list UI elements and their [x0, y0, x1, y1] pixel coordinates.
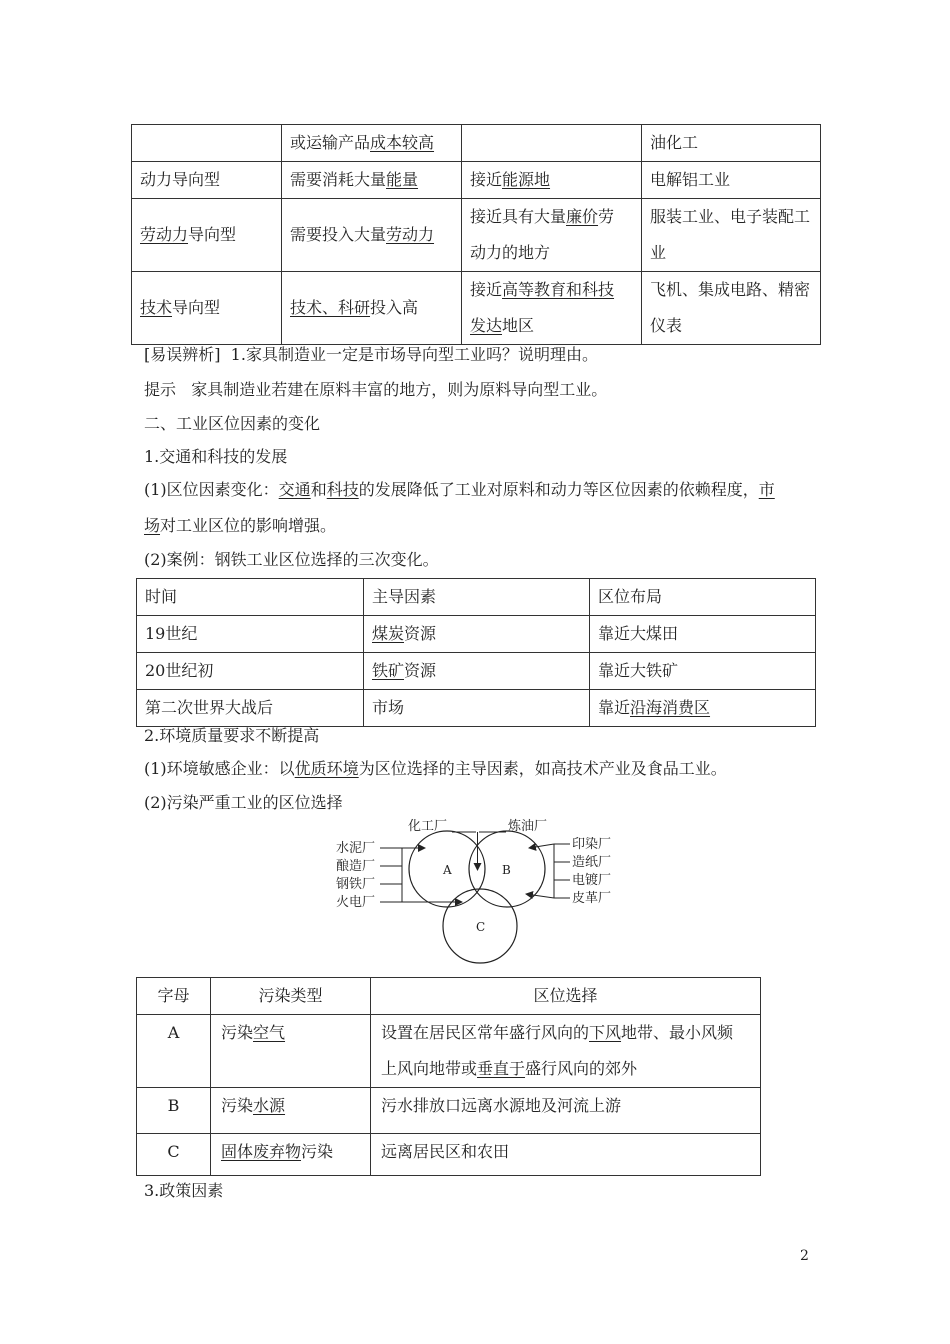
table-row	[137, 1088, 761, 1134]
label-cement-plant: 水泥厂	[336, 841, 376, 856]
subsection-title: 2.环境质量要求不断提高	[144, 726, 320, 745]
table-cell: 需要投入大量劳动力	[282, 199, 462, 272]
paragraph: (2)案例：钢铁工业区位选择的三次变化。	[144, 550, 439, 569]
circle-c-label: C	[476, 920, 486, 934]
table-cell: 市场	[364, 690, 590, 727]
table-cell: 或运输产品成本较高	[282, 125, 462, 162]
steel-industry-table	[136, 578, 816, 727]
table-cell	[462, 125, 642, 162]
label-dyeing-plant: 印染厂	[572, 837, 612, 852]
page-number: 2	[800, 1248, 809, 1264]
table-cell: 飞机、集成电路、精密 仪表	[642, 272, 821, 345]
table-cell: 固体废弃物污染	[211, 1134, 371, 1176]
label-steel-plant: 钢铁厂	[336, 877, 376, 892]
table-row	[132, 272, 821, 345]
label-chemical-plant: 化工厂	[408, 819, 448, 834]
label-refinery: 炼油厂	[508, 819, 548, 834]
paragraph: (2)污染严重工业的区位选择	[144, 793, 343, 812]
table-row	[132, 162, 821, 199]
subsection-title: 3.政策因素	[144, 1181, 224, 1200]
table-header-cell: 污染类型	[211, 978, 371, 1015]
label-brewery: 酿造厂	[336, 859, 376, 874]
easy-mistake-line	[144, 342, 598, 365]
table-cell: 电解铝工业	[642, 162, 821, 199]
table-cell: C	[137, 1134, 211, 1176]
circle-b-label: B	[502, 863, 511, 877]
label-tannery: 皮革厂	[572, 891, 612, 906]
table-cell: 接近能源地	[462, 162, 642, 199]
label-electroplating-plant: 电镀厂	[572, 873, 612, 888]
subsection-title: 1.交通和科技的发展	[144, 447, 288, 466]
table-cell: B	[137, 1088, 211, 1134]
table-cell: 铁矿资源	[364, 653, 590, 690]
table-row	[137, 1015, 761, 1088]
table-cell: 靠近大煤田	[590, 616, 816, 653]
paragraph-continued: 场对工业区位的影响增强。	[144, 516, 337, 535]
hint-line	[144, 377, 607, 400]
table-row	[132, 199, 821, 272]
table-header-cell: 时间	[137, 579, 364, 616]
table-header-cell: 主导因素	[364, 579, 590, 616]
label-paper-mill: 造纸厂	[572, 855, 612, 870]
circle-a-label: A	[443, 863, 452, 877]
table-cell	[132, 125, 282, 162]
table-header-cell: 区位选择	[371, 978, 761, 1015]
table-cell: 技术、科研投入高	[282, 272, 462, 345]
pollution-venn-diagram	[330, 812, 630, 964]
table-row	[137, 653, 816, 690]
table-cell: 接近具有大量廉价劳 动力的地方	[462, 199, 642, 272]
table-row	[132, 125, 821, 162]
table-cell: 19世纪	[137, 616, 364, 653]
table-header-cell: 字母	[137, 978, 211, 1015]
table-cell: 靠近大铁矿	[590, 653, 816, 690]
table-cell: 第二次世界大战后	[137, 690, 364, 727]
table-cell: 污染水源	[211, 1088, 371, 1134]
table-cell: 动力导向型	[132, 162, 282, 199]
table-header-row	[137, 579, 816, 616]
table-cell: 劳动力导向型	[132, 199, 282, 272]
table-cell: 远离居民区和农田	[371, 1134, 761, 1176]
table-cell: A	[137, 1015, 211, 1088]
table-cell: 接近高等教育和科技 发达地区	[462, 272, 642, 345]
table-row	[137, 690, 816, 727]
table-row	[137, 1134, 761, 1176]
table-row	[137, 616, 816, 653]
easy-mistake-label: [易误辨析]	[144, 345, 221, 364]
easy-mistake-question: 1.家具制造业一定是市场导向型工业吗？说明理由。	[230, 345, 598, 364]
table-cell: 需要消耗大量能量	[282, 162, 462, 199]
table-cell: 油化工	[642, 125, 821, 162]
industry-orientation-table	[131, 124, 821, 345]
table-cell: 技术导向型	[132, 272, 282, 345]
hint-text: 家具制造业若建在原料丰富的地方，则为原料导向型工业。	[191, 380, 608, 399]
table-cell: 服装工业、电子装配工 业	[642, 199, 821, 272]
paragraph: (1)环境敏感企业：以优质环境为区位选择的主导因素，如高技术产业及食品工业。	[144, 759, 727, 778]
table-cell: 靠近沿海消费区	[590, 690, 816, 727]
paragraph: (1)区位因素变化：交通和科技的发展降低了工业对原料和动力等区位因素的依赖程度，市	[144, 480, 775, 499]
hint-label: 提示	[144, 380, 177, 399]
label-power-plant: 火电厂	[336, 895, 376, 910]
pollution-location-table	[136, 977, 761, 1176]
table-cell: 污水排放口远离水源地及河流上游	[371, 1088, 761, 1134]
table-header-row	[137, 978, 761, 1015]
table-cell: 污染空气	[211, 1015, 371, 1088]
section-title: 二、工业区位因素的变化	[144, 414, 321, 433]
table-cell: 20世纪初	[137, 653, 364, 690]
table-cell: 设置在居民区常年盛行风向的下风地带、最小风频 上风向地带或垂直于盛行风向的郊外	[371, 1015, 761, 1088]
table-header-cell: 区位布局	[590, 579, 816, 616]
table-cell: 煤炭资源	[364, 616, 590, 653]
